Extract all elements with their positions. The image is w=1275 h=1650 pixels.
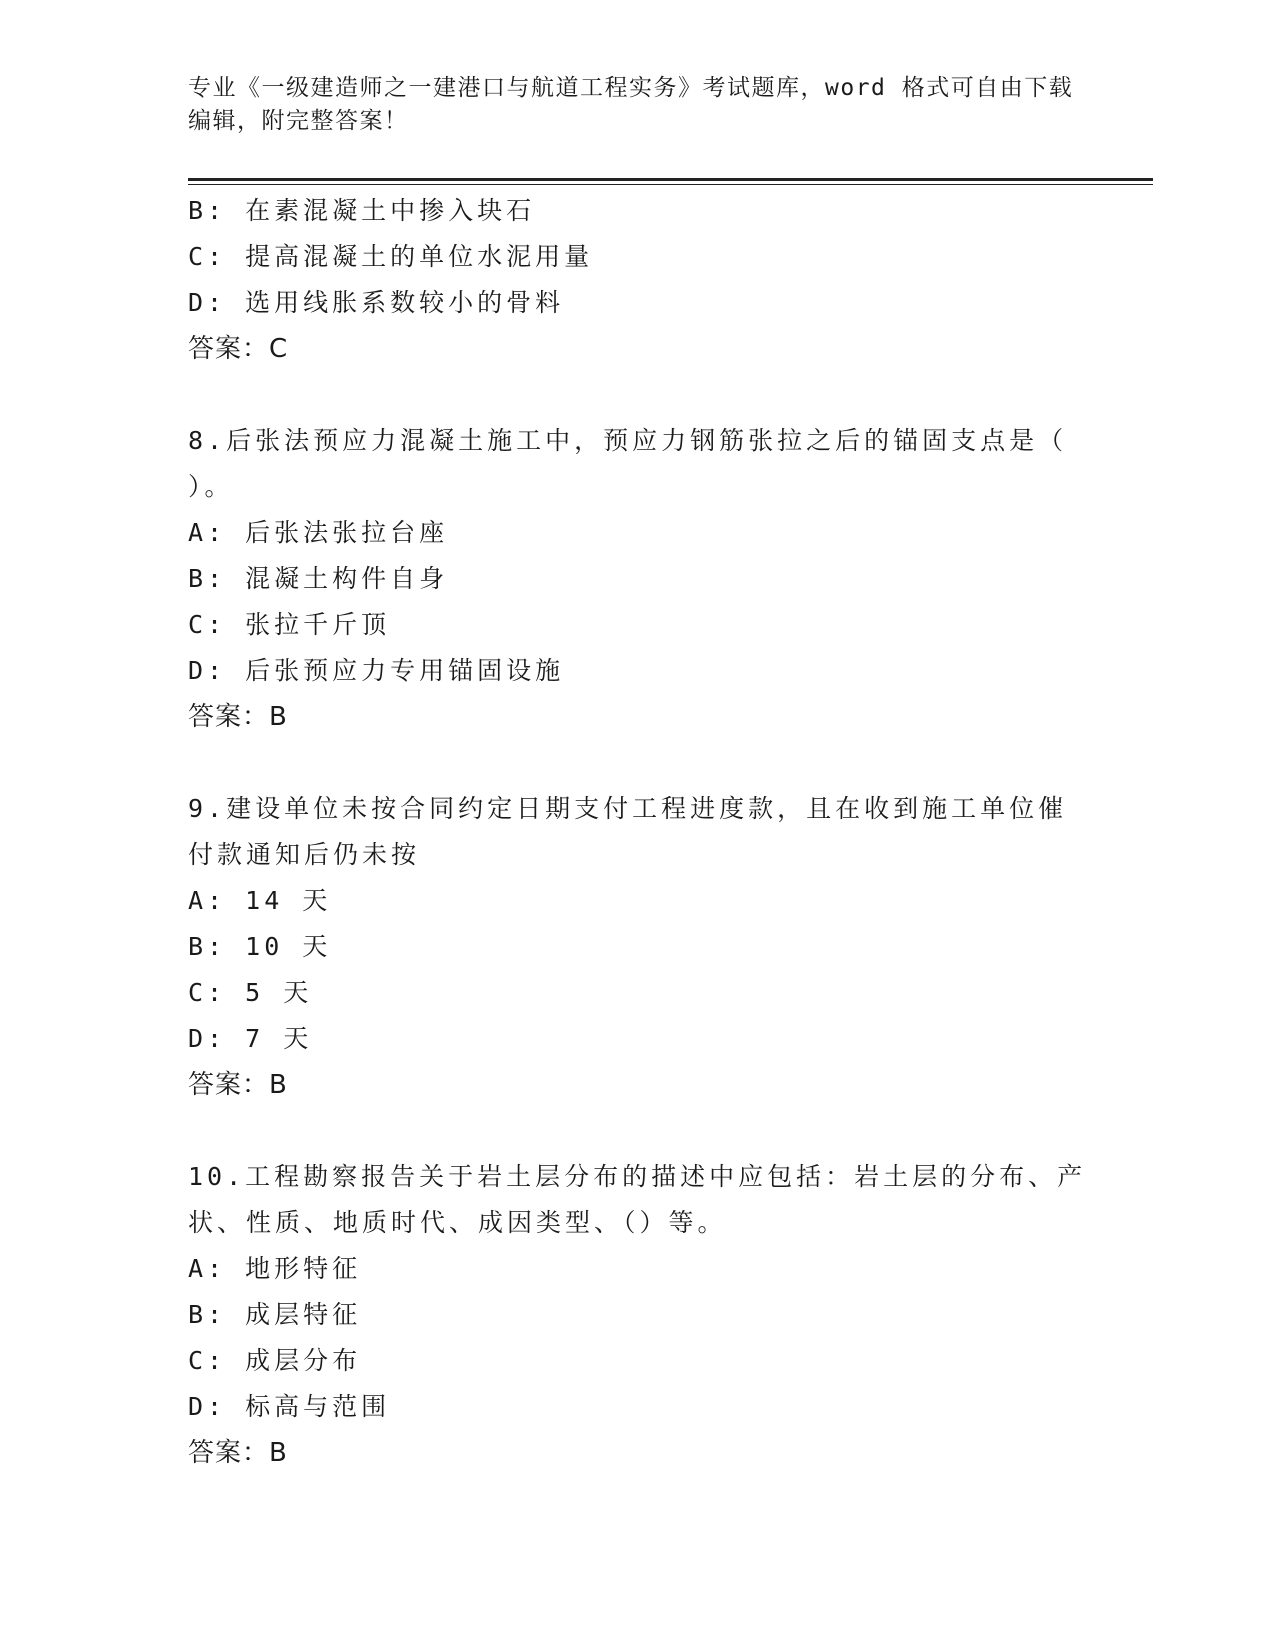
question-stem-continued: ）。 (188, 472, 234, 501)
option-b: B: 在素混凝土中掺入块石 (188, 196, 536, 225)
option-a: A: 地形特征 (188, 1254, 362, 1283)
answer-line: 答案：B (188, 1438, 288, 1468)
header-line-2: 编辑，附完整答案！ (188, 108, 409, 134)
question-7-continued (188, 188, 1088, 372)
option-b: B: 10 天 (188, 932, 332, 961)
option-d: D: 7 天 (188, 1024, 313, 1053)
option-d: D: 选用线胀系数较小的骨料 (188, 288, 565, 317)
option-d: D: 标高与范围 (188, 1392, 391, 1421)
option-c: C: 5 天 (188, 978, 313, 1007)
header-line-1: 专业《一级建造师之一建港口与航道工程实务》考试题库，word 格式可自由下载 (188, 75, 1074, 101)
option-a: A: 后张法张拉台座 (188, 518, 449, 547)
option-b: B: 混凝土构件自身 (188, 564, 449, 593)
header-divider-thick (188, 178, 1153, 181)
question-stem-continued: 付款通知后仍未按 (188, 840, 421, 869)
answer-line: 答案：B (188, 1070, 288, 1100)
question-9 (188, 786, 1088, 1108)
question-stem: 8.后张法预应力混凝土施工中，预应力钢筋张拉之后的锚固支点是（ (188, 426, 1068, 455)
answer-line: 答案：B (188, 702, 288, 732)
question-8 (188, 418, 1088, 740)
question-10 (188, 1154, 1088, 1476)
spacer (188, 740, 1088, 786)
question-stem: 10.工程勘察报告关于岩土层分布的描述中应包括：岩土层的分布、产 (188, 1162, 1087, 1191)
option-d: D: 后张预应力专用锚固设施 (188, 656, 565, 685)
option-c: C: 张拉千斤顶 (188, 610, 391, 639)
document-body (188, 188, 1088, 1476)
option-c: C: 成层分布 (188, 1346, 362, 1375)
spacer (188, 372, 1088, 418)
question-stem: 9.建设单位未按合同约定日期支付工程进度款，且在收到施工单位催 (188, 794, 1068, 823)
option-c: C: 提高混凝土的单位水泥用量 (188, 242, 594, 271)
answer-line: 答案：C (188, 334, 289, 364)
option-a: A: 14 天 (188, 886, 332, 915)
header-divider-thin (188, 184, 1153, 185)
option-b: B: 成层特征 (188, 1300, 362, 1329)
question-stem-continued: 状、性质、地质时代、成因类型、（）等。 (188, 1208, 727, 1237)
spacer (188, 1108, 1088, 1154)
document-header (188, 72, 1088, 138)
